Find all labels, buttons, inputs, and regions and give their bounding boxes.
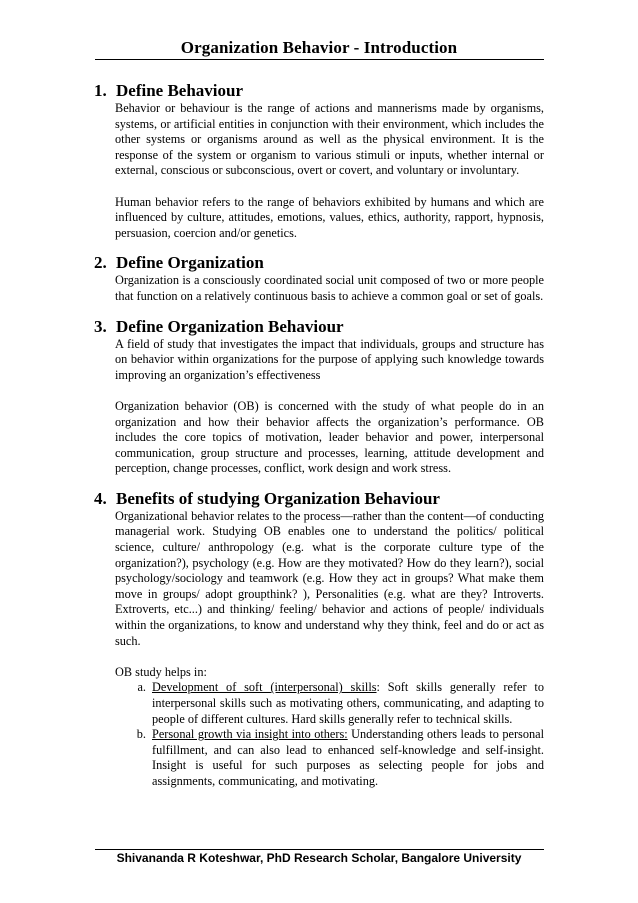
header-divider [95,59,544,60]
paragraph: Organization behavior (OB) is concerned with the study of what people do in an organization and how their behavior affects the organization’s performance. OB includes the core topics of motivation, leader behavior and power, interpersonal communication, group structure and processes, learning, attitude development and perception, change processes, conflict, work design and work stress. [115,398,544,476]
section-title: Define Organization [116,253,264,273]
list-item-title: Personal growth via insight into others: [152,727,348,742]
document-body [95,80,544,801]
section-number: 3. [94,316,107,336]
paragraph: A field of study that investigates the impact that individuals, groups and structure has on behavior within organizations for the purpose of applying such knowledge towards improving an organization’s effectiveness [115,336,544,382]
section-title: Define Organization Behaviour [116,316,344,336]
paragraph: Organization is a consciously coordinated social unit composed of two or more people that function on a relatively continuous basis to achieve a common goal or set of goals. [115,273,544,303]
section-title: Define Behaviour [116,81,244,100]
section-number: 1. [94,81,107,100]
section-heading [94,316,544,337]
section-heading [94,80,544,101]
list-item-body: Soft skills generally refer to interpersonal skills such as motivating others, communicating, and adapting to people of different cultures. Hard skills generally refer to technical skills. [152,680,544,726]
paragraph: Organizational behavior relates to the process—rather than the content—of conducting managerial work. Studying OB enables one to understand the politics/ political science, culture/ anthropology (e.g. what is the corporate culture type of the organization?), psychology (e.g. How are they motivated? How do they learn?), social psychology/sociology and teamwork (e.g. How they act in groups? What make them move in groups/ adopt groupthink? ), Personalities (e.g. what are they? Introverts. Extroverts, etc...) and thinking/ feeling/ behavior and actions of people/ individuals within the organizations, to know and understand why they think, feel and do or act as such. [115,508,544,648]
footer-divider [95,849,544,850]
list-marker: b. [136,727,146,742]
footer-author: Shivananda R Koteshwar, PhD Research Scholar, Bangalore University [116,851,522,865]
ob-benefits-list [115,680,544,789]
paragraph: Behavior or behaviour is the range of actions and mannerisms made by organisms, systems, or artificial entities in conjunction with their environment, which includes the other systems or organisms around as well as the physical environment. It is the response of the system or organism to various stimuli or inputs, whether internal or external, conscious or subconscious, overt or covert, and voluntary or involuntary. [115,101,544,178]
section-title: Benefits of studying Organization Behaviour [116,488,440,508]
section-benefits-of-ob [95,488,544,790]
section-number: 2. [94,253,107,273]
list-item-body: Understanding others leads to personal fulfillment, and can also lead to enhanced self-knowledge and self-insight. Insight is useful for such purposes as selecting people for jobs and assignments, communicating, and motivating. [152,727,544,788]
list-item-title: Development of soft (interpersonal) skills [152,680,377,695]
section-define-organization [95,252,544,304]
list-item [115,727,544,789]
page-title: Organization Behavior - Introduction [180,38,458,57]
section-heading [94,488,544,509]
list-item [115,680,544,727]
list-marker: a. [137,680,146,695]
list-item-text [152,727,544,789]
section-heading [94,252,544,273]
section-define-behaviour [95,80,544,241]
section-number: 4. [94,488,107,508]
section-define-ob [95,316,544,477]
paragraph: OB study helps in: [115,664,207,679]
list-item-separator: : [376,680,380,695]
list-item-text [152,680,544,727]
paragraph: Human behavior refers to the range of behaviors exhibited by humans and which are influenced by culture, attitudes, emotions, values, ethics, authority, rapport, hypnosis, persuasion, coercion and/or genetics. [115,194,544,240]
